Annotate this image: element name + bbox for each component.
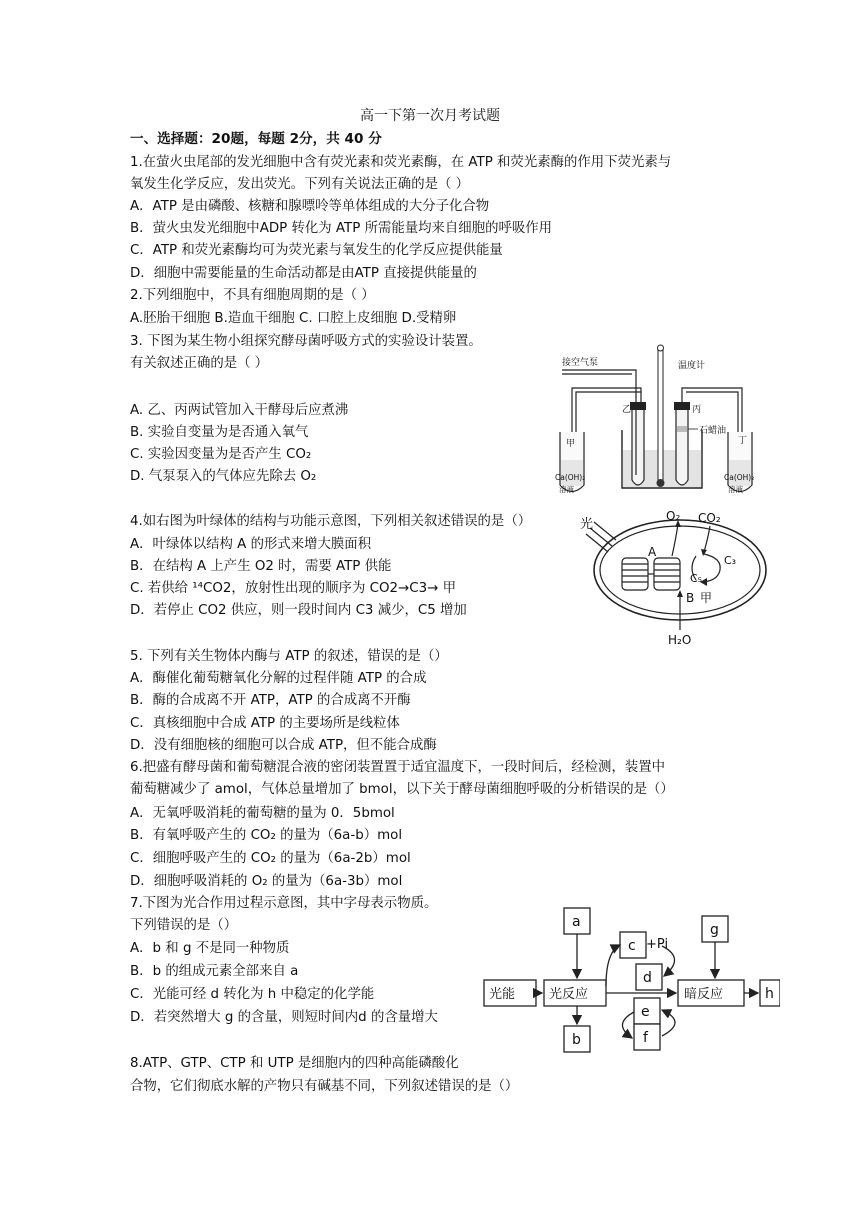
substance-e-label: e bbox=[641, 1004, 650, 1020]
q5-option-b: B．酶的合成离不开 ATP，ATP 的合成离不开酶 bbox=[130, 693, 411, 708]
pump-label: 接空气泵 bbox=[562, 358, 599, 368]
substance-jia-label: 甲 bbox=[700, 591, 713, 605]
q7-option-c: C．光能可经 d 转化为 h 中稳定的化学能 bbox=[130, 987, 375, 1002]
q7-option-d: D．若突然增大 g 的含量，则短时间内d 的含量增大 bbox=[130, 1010, 438, 1025]
q4-option-b: B．在结构 A 上产生 O2 时，需要 ATP 供能 bbox=[130, 559, 392, 574]
q7-option-b: B．b 的组成元素全部来自 a bbox=[130, 964, 299, 979]
q6-option-c: C．细胞呼吸产生的 CO₂ 的量为（6a-2b）mol bbox=[130, 851, 411, 866]
chloroplast-figure bbox=[580, 508, 770, 648]
light-energy-label: 光能 bbox=[489, 987, 516, 1002]
substance-a-label: a bbox=[572, 914, 581, 930]
solution-left-label-2: 溶液 bbox=[559, 485, 574, 494]
q1-stem-line1: 1.在萤火虫尾部的发光细胞中含有荧光素和荧光素酶，在 ATP 和荧光素酶的作用下荧光素与 bbox=[130, 155, 672, 170]
c3-label: C₃ bbox=[724, 554, 737, 567]
co2-label: CO₂ bbox=[698, 511, 721, 525]
structure-a-label: A bbox=[648, 545, 657, 559]
substance-h-label: h bbox=[765, 986, 774, 1002]
q5-stem: 5. 下列有关生物体内酶与 ATP 的叙述，错误的是（） bbox=[130, 649, 448, 664]
q5-option-c: C．真核细胞中合成 ATP 的主要场所是线粒体 bbox=[130, 716, 400, 731]
q7-stem-line1: 7.下图为光合作用过程示意图，其中字母表示物质。 bbox=[130, 896, 438, 911]
q2-stem: 2.下列细胞中，不具有细胞周期的是（ ） bbox=[130, 288, 375, 303]
h2o-label: H₂O bbox=[668, 633, 692, 647]
q6-option-a: A．无氧呼吸消耗的葡萄糖的量为 0．5bmol bbox=[130, 806, 395, 821]
q3-option-b: B. 实验自变量为是否通入氧气 bbox=[130, 425, 309, 440]
q4-option-d: D．若停止 CO2 供应，则一段时间内 C3 减少，C5 增加 bbox=[130, 603, 467, 618]
section-heading: 一、选择题：20题，每题 2分，共 40 分 bbox=[130, 131, 382, 147]
photosynthesis-flow-figure bbox=[480, 902, 780, 1062]
q5-option-d: D．没有细胞核的细胞可以合成 ATP，但不能合成酶 bbox=[130, 738, 437, 753]
wax-label: 石蜡油 bbox=[699, 426, 727, 436]
q3-stem-line2: 有关叙述正确的是（ ） bbox=[130, 356, 269, 371]
q4-option-a: A．叶绿体以结构 A 的形式来增大膜面积 bbox=[130, 537, 372, 552]
thermometer-label: 温度计 bbox=[678, 361, 706, 371]
q3-option-d: D. 气泵泵入的气体应先除去 O₂ bbox=[130, 469, 317, 484]
q8-stem-line2: 合物，它们彻底水解的产物只有碱基不同，下列叙述错误的是（） bbox=[130, 1079, 519, 1094]
q4-stem: 4.如右图为叶绿体的结构与功能示意图，下列相关叙述错误的是（） bbox=[130, 514, 532, 529]
q7-option-a: A．b 和 g 不是同一种物质 bbox=[130, 941, 290, 956]
substance-d-label: d bbox=[643, 970, 652, 986]
q1-option-d: D．细胞中需要能量的生命活动都是由ATP 直接提供能量的 bbox=[130, 266, 477, 281]
light-label: 光 bbox=[580, 517, 594, 532]
tube-yi-label: 乙 bbox=[622, 405, 632, 415]
q1-option-c: C．ATP 和荧光素酶均可为荧光素与氧发生的化学反应提供能量 bbox=[130, 243, 503, 258]
q6-stem-line1: 6.把盛有酵母菌和葡萄糖混合液的密闭装置置于适宜温度下，一段时间后，经检测，装置中 bbox=[130, 760, 666, 775]
light-reaction-label: 光反应 bbox=[549, 987, 589, 1002]
q2-options: A.胚胎干细胞 B.造血干细胞 C. 口腔上皮细胞 D.受精卵 bbox=[130, 311, 457, 326]
page-title: 高一下第一次月考试题 bbox=[360, 108, 500, 124]
q1-option-b: B．萤火虫发光细胞中ADP 转化为 ATP 所需能量均来自细胞的呼吸作用 bbox=[130, 221, 553, 236]
q4-option-c: C. 若供给 ¹⁴CO2，放射性出现的顺序为 CO2→C3→ 甲 bbox=[130, 581, 456, 596]
q3-option-c: C. 实验因变量为是否产生 CO₂ bbox=[130, 447, 312, 462]
q6-option-d: D．细胞呼吸消耗的 O₂ 的量为（6a-3b）mol bbox=[130, 874, 403, 889]
substance-c-label: c bbox=[628, 938, 636, 954]
q8-stem-line1: 8.ATP、GTP、CTP 和 UTP 是细胞内的四种高能磷酸化 bbox=[130, 1056, 459, 1071]
q1-option-a: A．ATP 是由磷酸、核糖和腺嘌呤等单体组成的大分子化合物 bbox=[130, 199, 490, 214]
dark-reaction-label: 暗反应 bbox=[684, 987, 724, 1002]
substance-b-label: b bbox=[572, 1032, 581, 1048]
tube-bing-label: 丙 bbox=[692, 405, 702, 415]
q3-option-a: A. 乙、丙两试管加入干酵母后应煮沸 bbox=[130, 403, 349, 418]
substance-g-label: g bbox=[710, 922, 719, 938]
solution-right-label: Ca(OH)₂ bbox=[724, 473, 755, 482]
q1-stem-line2: 氧发生化学反应，发出荧光。下列有关说法正确的是（ ） bbox=[130, 177, 470, 192]
tube-jia-label: 甲 bbox=[566, 439, 576, 449]
q6-option-b: B．有氧呼吸产生的 CO₂ 的量为（6a-b）mol bbox=[130, 828, 403, 843]
c5-label: C₅ bbox=[690, 572, 703, 585]
tube-ding-label: 丁 bbox=[738, 436, 748, 446]
yeast-apparatus-figure bbox=[552, 340, 764, 500]
structure-b-label: B bbox=[686, 591, 695, 605]
q7-stem-line2: 下列错误的是（） bbox=[130, 918, 238, 933]
pi-label: +Pi bbox=[646, 937, 669, 952]
q3-stem-line1: 3. 下图为某生物小组探究酵母菌呼吸方式的实验设计装置。 bbox=[130, 334, 482, 349]
q6-stem-line2: 葡萄糖减少了 amol，气体总量增加了 bmol，以下关于酵母菌细胞呼吸的分析错误的是（） bbox=[130, 782, 674, 797]
substance-f-label: f bbox=[643, 1030, 648, 1046]
solution-left-label: Ca(OH)₂ bbox=[555, 473, 586, 482]
o2-label: O₂ bbox=[666, 509, 681, 523]
q5-option-a: A．酶催化葡萄糖氧化分解的过程伴随 ATP 的合成 bbox=[130, 671, 427, 686]
solution-right-label-2: 溶液 bbox=[728, 485, 743, 494]
